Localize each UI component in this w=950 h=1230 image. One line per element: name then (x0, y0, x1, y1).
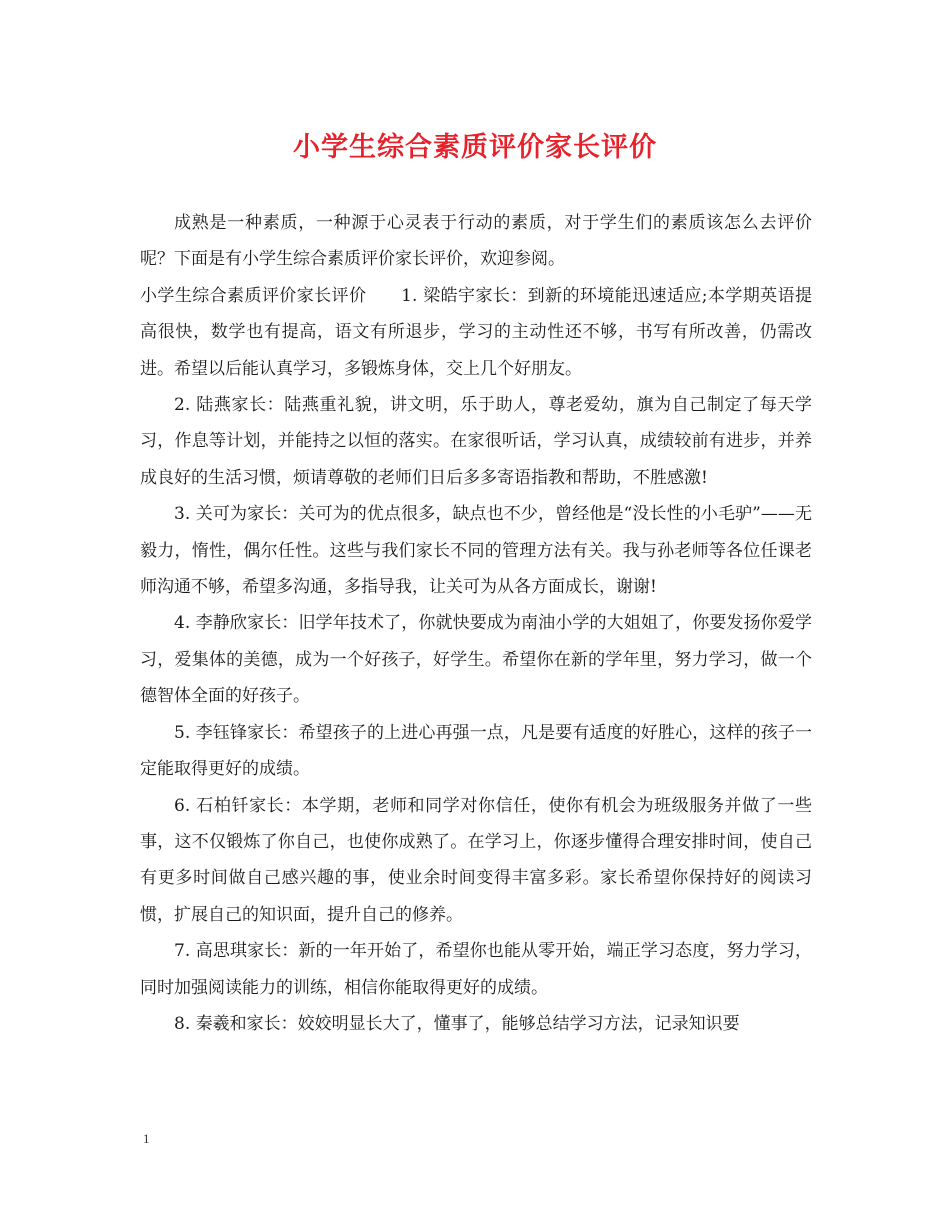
first-evaluation-paragraph: 小学生综合素质评价家长评价 1. 梁皓宇家长：到新的环境能迅速适应;本学期英语提高很快，数学也有提高，语文有所退步，学习的主动性还不够，书写有所改善，仍需改进。希望以后能认真学习，多锻炼身体，交上几个好朋友。 (140, 285, 812, 379)
evaluation-paragraph: 3. 关可为家长：关可为的优点很多，缺点也不少，曾经他是“没长性的小毛驴”——无毅力，惰性，偶尔任性。这些与我们家长不同的管理方法有关。我与孙老师等各位任课老师沟通不够，希望多沟通，多指导我，让关可为从各方面成长，谢谢! (140, 504, 812, 598)
evaluation-paragraph: 2. 陆燕家长：陆燕重礼貌，讲文明，乐于助人，尊老爱幼，旗为自己制定了每天学习，作息等计划，并能持之以恒的落实。在家很听话，学习认真，成绩较前有进步，并养成良好的生活习惯，烦请尊敬的老师们日后多多寄语指教和帮助，不胜感激! (140, 395, 812, 488)
intro-paragraph: 成熟是一种素质，一种源于心灵表于行动的素质，对于学生们的素质该怎么去评价呢？下面是有小学生综合素质评价家长评价，欢迎参阅。 (140, 213, 812, 270)
page-number: 1 (143, 1131, 150, 1146)
evaluation-paragraph: 7. 高思琪家长：新的一年开始了，希望你也能从零开始，端正学习态度，努力学习，同时加强阅读能力的训练，相信你能取得更好的成绩。 (140, 941, 812, 998)
evaluation-paragraph: 8. 秦羲和家长：姣姣明显长大了，懂事了，能够总结学习方法，记录知识要 (174, 1013, 740, 1034)
evaluation-paragraph: 4. 李静欣家长：旧学年技术了，你就快要成为南油小学的大姐姐了，你要发扬你爱学习，爱集体的美德，成为一个好孩子，好学生。希望你在新的学年里，努力学习，做一个德智体全面的好孩子。 (140, 613, 812, 707)
document-body (140, 205, 812, 1042)
evaluation-paragraph: 5. 李钰锋家长：希望孩子的上进心再强一点，凡是要有适度的好胜心，这样的孩子一定能取得更好的成绩。 (140, 722, 812, 780)
document-title: 小学生综合素质评价家长评价 (293, 132, 657, 163)
evaluation-paragraph: 6. 石柏钎家长：本学期，老师和同学对你信任，使你有机会为班级服务并做了一些事，这不仅锻炼了你自己，也使你成熟了。在学习上，你逐步懂得合理安排时间，使自己有更多时间做自己感兴趣的事，使业余时间变得丰富多彩。家长希望你保持好的阅读习惯，扩展自己的知识面，提升自己的修养。 (140, 795, 812, 925)
